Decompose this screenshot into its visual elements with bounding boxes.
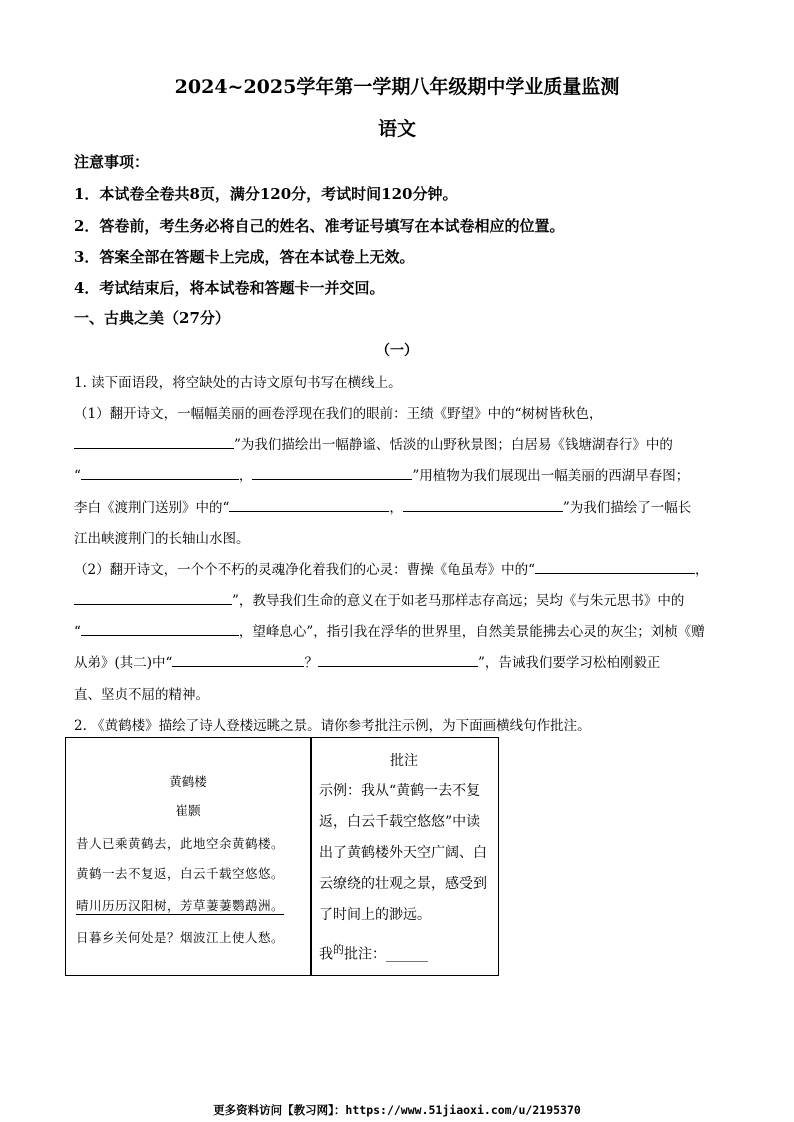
answer-blank[interactable] bbox=[318, 652, 478, 667]
exam-title: 2024~2025学年第一学期八年级期中学业质量监测 bbox=[174, 76, 620, 98]
annotation-example-line: 示例：我从“黄鹤一去不复 bbox=[319, 783, 481, 799]
poem-author: 崔颢 bbox=[175, 803, 201, 818]
q1-paragraph-line: 江出峡渡荆门的长轴山水图。 bbox=[74, 531, 250, 547]
answer-blank[interactable] bbox=[81, 465, 239, 480]
q1-paragraph-line: “ ，望峰息心”，指引我在浮华的世界里，自然美景能拂去心灵的灰尘；刘桢《赠 bbox=[74, 620, 734, 640]
q1-paragraph-line: （2）翻开诗文，一个个不朽的灵魂净化着我们的心灵：曹操《龟虽寿》中的“ ， bbox=[74, 558, 734, 578]
answer-blank[interactable] bbox=[535, 559, 695, 574]
answer-blank[interactable] bbox=[74, 590, 232, 605]
answer-blank[interactable] bbox=[403, 497, 563, 512]
answer-blank[interactable] bbox=[229, 497, 389, 512]
poem-line: 黄鹤一去不复返，白云千载空悠悠。 bbox=[76, 866, 285, 881]
poem-line: 日暮乡关何处是？烟波江上使人愁。 bbox=[76, 930, 285, 945]
q1-paragraph-line: 从弟》(其二)中“ ？ ”，告诫我们要学习松柏刚毅正 bbox=[74, 651, 734, 671]
table-divider bbox=[310, 738, 312, 975]
footer-link[interactable]: 更多资料访问【教习网】：https://www.51jiaoxi.com/u/2195370 bbox=[213, 1103, 581, 1117]
notice-heading: 注意事项： bbox=[74, 153, 150, 171]
annotation-example-line: 了时间上的渺远。 bbox=[319, 907, 431, 923]
poem-title: 黄鹤楼 bbox=[169, 774, 207, 789]
poem-line: 昔人已乘黄鹤去，此地空余黄鹤楼。 bbox=[76, 836, 285, 851]
answer-blank[interactable] bbox=[252, 465, 412, 480]
q1-paragraph-line: （1）翻开诗文，一幅幅美丽的画卷浮现在我们的眼前：王绩《野望》中的“树树皆秋色， bbox=[74, 406, 603, 422]
section-heading: 一、古典之美（27分） bbox=[74, 309, 230, 327]
notice-item: 4．考试结束后，将本试卷和答题卡一并交回。 bbox=[74, 279, 385, 297]
poem-annotation-table bbox=[65, 737, 499, 976]
answer-blank[interactable] bbox=[172, 652, 304, 667]
q1-paragraph-line: ”为我们描绘出一幅静谧、恬淡的山野秋景图；白居易《钱塘湖春行》中的 bbox=[74, 433, 734, 453]
notice-item: 1．本试卷全卷共8页，满分120分，考试时间120分钟。 bbox=[74, 185, 458, 203]
question-1-stem: 1. 读下面语段，将空缺处的古诗文原句书写在横线上。 bbox=[74, 375, 402, 391]
question-2-stem: 2. 《黄鹤楼》描绘了诗人登楼远眺之景。请你参考批注示例，为下面画横线句作批注。 bbox=[74, 718, 591, 734]
notice-item: 3．答案全部在答题卡上完成，答在本试卷上无效。 bbox=[74, 248, 415, 266]
notice-item: 2．答卷前，考生务必将自己的姓名、准考证号填写在本试卷相应的位置。 bbox=[74, 217, 565, 235]
q1-paragraph-line: 李白《渡荆门送别》中的“ ， ”为我们描绘了一幅长 bbox=[74, 496, 734, 516]
q1-paragraph-line: 直、坚贞不屈的精神。 bbox=[74, 687, 209, 703]
poem-line-underlined: 晴川历历汉阳树，芳草萋萋鹦鹉洲。 bbox=[76, 898, 285, 913]
subsection-heading: （一） bbox=[376, 343, 418, 359]
subject-title: 语文 bbox=[377, 118, 416, 140]
answer-blank[interactable] bbox=[81, 621, 239, 636]
my-annotation-field[interactable]: 我$^的$批注：______ bbox=[319, 943, 428, 963]
annotation-example-line: 返，白云千载空悠悠”中读 bbox=[319, 814, 481, 830]
annotation-example-line: 出了黄鹤楼外天空广阔、白 bbox=[319, 845, 487, 861]
answer-blank[interactable] bbox=[74, 434, 234, 449]
q1-paragraph-line: ”，教导我们生命的意义在于如老马那样志存高远；吴均《与朱元思书》中的 bbox=[74, 589, 734, 609]
annotation-heading: 批注 bbox=[390, 753, 418, 769]
q1-paragraph-line: “ ， ”用植物为我们展现出一幅美丽的西湖早春图； bbox=[74, 464, 734, 484]
annotation-example-line: 云缭绕的壮观之景，感受到 bbox=[319, 876, 487, 892]
